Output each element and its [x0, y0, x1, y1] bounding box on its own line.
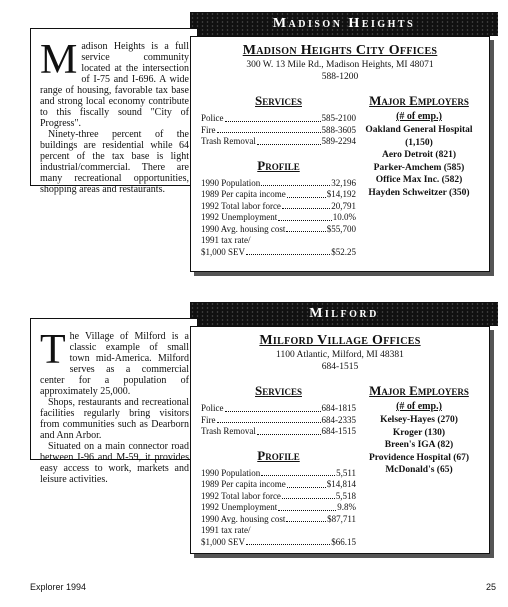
profile-row — [201, 212, 356, 224]
employer-item: Breen's IGA (82) — [384, 440, 454, 450]
employer-item: Hayden Schweitzer (350) — [368, 187, 470, 198]
profile-value: $66.15 — [331, 536, 356, 547]
profile-label: 1992 Total labor force — [201, 490, 281, 501]
employer-item: Providence Hospital (67) — [368, 452, 470, 463]
profile-label: 1989 Per capita income — [201, 189, 286, 199]
profile-row — [201, 468, 356, 480]
profile-value: 5,518 — [335, 490, 356, 501]
employers-subheading: (# of emp.) — [396, 111, 442, 122]
intro-paragraph: Ninety-three percent of the buildings are residential while 64 percent of the tax base is light industrial/commercial. There are many recreational opportunities, shopping areas and restaurants. — [40, 129, 189, 195]
profile-value: 9.8% — [337, 502, 356, 512]
leader-dots — [261, 178, 330, 187]
employers-column — [349, 383, 489, 477]
employer-item: Kroger (130) — [392, 427, 446, 438]
office-title: Madison Heights City Offices — [242, 43, 438, 58]
profile-label: 1989 Per capita income — [201, 479, 286, 489]
office-phone: 684-1515 — [321, 362, 359, 372]
intro-box-milford — [30, 318, 198, 485]
intro-paragraph: Shops, restaurants and recreational facilities regularly bring visitors from communities such as Dearborn and Ann Arbor. — [40, 397, 189, 441]
profile-label: 1990 Population — [201, 467, 261, 478]
profile-label: 1991 tax rate/ — [201, 525, 251, 535]
leader-dots — [225, 403, 321, 412]
services-heading: Services — [255, 93, 302, 108]
section-banner-milford: Milford — [190, 302, 498, 326]
profile-row — [201, 479, 356, 491]
service-row — [201, 403, 356, 415]
service-row — [201, 415, 356, 427]
service-value: 684-1815 — [321, 403, 356, 413]
services-column — [201, 383, 356, 548]
leader-dots — [257, 136, 321, 145]
leader-dots — [217, 415, 321, 424]
profile-row — [201, 502, 356, 514]
office-address: 300 W. 13 Mile Rd., Madison Heights, MI 48071 — [246, 60, 434, 70]
leader-dots — [246, 537, 330, 546]
leader-dots — [287, 189, 326, 198]
profile-row — [201, 201, 356, 213]
services-column — [201, 93, 356, 258]
employers-column — [349, 93, 489, 199]
footer-page-number: 25 — [486, 582, 497, 592]
profile-label: 1992 Total labor force — [201, 200, 281, 211]
profile-row — [201, 247, 356, 259]
employers-heading: Major Employers — [369, 93, 469, 108]
profile-value: $55,700 — [326, 223, 356, 234]
profile-value: $87,711 — [327, 513, 356, 524]
service-label: Police — [201, 403, 224, 413]
employer-item: Aero Detroit (821) — [381, 150, 457, 160]
service-row — [201, 426, 356, 438]
profile-row — [201, 235, 356, 247]
intro-box-madison-heights — [30, 28, 198, 195]
profile-label: $1,000 SEV — [201, 246, 246, 257]
profile-value: 10.0% — [332, 212, 356, 222]
profile-row — [201, 178, 356, 190]
footer-publication: Explorer 1994 — [30, 582, 87, 592]
service-label: Trash Removal — [201, 426, 256, 436]
profile-row — [201, 224, 356, 236]
employers-heading: Major Employers — [369, 383, 469, 398]
leader-dots — [286, 514, 326, 523]
profile-value: 20,791 — [331, 200, 356, 211]
profile-label: 1990 Population — [201, 177, 261, 188]
services-heading: Services — [255, 383, 302, 398]
profile-label: 1990 Avg. housing cost — [201, 513, 286, 524]
profile-label: 1992 Unemployment — [201, 212, 278, 222]
service-value: 588-3605 — [321, 124, 356, 135]
office-title: Milford Village Offices — [259, 333, 421, 348]
employer-item: Office Max Inc. (582) — [375, 175, 463, 185]
profile-value: $14,814 — [326, 479, 356, 489]
employer-item: McDonald's (65) — [385, 465, 453, 475]
profile-value: $14,192 — [326, 189, 356, 199]
service-value: 589-2294 — [321, 136, 356, 146]
profile-row — [201, 514, 356, 526]
profile-row — [201, 189, 356, 201]
service-row — [201, 136, 356, 148]
service-label: Fire — [201, 414, 216, 425]
service-row — [201, 113, 356, 125]
employer-item: (1,150) — [405, 137, 433, 148]
office-address: 1100 Atlantic, Milford, MI 48381 — [276, 350, 404, 360]
employers-subheading: (# of emp.) — [396, 401, 442, 412]
leader-dots — [278, 502, 336, 511]
intro-paragraph: he Village of Milford is a classic example of small town mid-America. Milford serves as a commercial center for a population of approximately 25,000. — [40, 331, 189, 397]
profile-heading: Profile — [257, 157, 300, 173]
leader-dots — [278, 212, 332, 221]
employer-item: Parker-Amchem (585) — [373, 162, 465, 173]
intro-paragraph: Situated on a main connector road between I-96 and M-59, it provides easy access to work, markets and leisure activities. — [40, 441, 189, 485]
profile-row — [201, 525, 356, 537]
service-value: 684-2335 — [321, 414, 356, 425]
employer-item: Kelsey-Hayes (270) — [380, 415, 458, 425]
office-phone: 588-1200 — [321, 72, 359, 82]
office-box-madison-heights — [190, 36, 490, 272]
leader-dots — [246, 247, 330, 256]
leader-dots — [217, 125, 321, 134]
employer-item: Oakland General Hospital — [365, 125, 473, 135]
leader-dots — [282, 201, 330, 210]
profile-row — [201, 537, 356, 549]
profile-label: 1990 Avg. housing cost — [201, 223, 286, 234]
leader-dots — [287, 479, 326, 488]
section-banner-madison-heights: Madison Heights — [190, 12, 498, 36]
service-value: 684-1515 — [321, 426, 356, 436]
office-box-milford — [190, 326, 490, 554]
service-value: 585-2100 — [321, 113, 356, 123]
leader-dots — [282, 491, 335, 500]
profile-label: $1,000 SEV — [201, 536, 246, 547]
profile-label: 1991 tax rate/ — [201, 235, 251, 245]
service-label: Police — [201, 113, 224, 123]
profile-label: 1992 Unemployment — [201, 502, 278, 512]
dropcap: M — [40, 37, 78, 83]
profile-heading: Profile — [257, 447, 300, 463]
intro-paragraph: adison Heights is a full service community located at the intersection of I-75 and I-696. A wide range of housing, favorable tax base and strong local economy contribute to this fiscally sound "City of Progress". — [40, 41, 189, 129]
profile-value: $52.25 — [331, 246, 356, 257]
leader-dots — [286, 224, 325, 233]
profile-value: 5,511 — [336, 467, 356, 478]
profile-value: 32,196 — [331, 177, 356, 188]
service-label: Fire — [201, 124, 216, 135]
leader-dots — [261, 468, 335, 477]
dropcap: T — [40, 327, 66, 373]
leader-dots — [257, 426, 321, 435]
profile-row — [201, 491, 356, 503]
service-label: Trash Removal — [201, 136, 256, 146]
service-row — [201, 125, 356, 137]
leader-dots — [225, 113, 321, 122]
